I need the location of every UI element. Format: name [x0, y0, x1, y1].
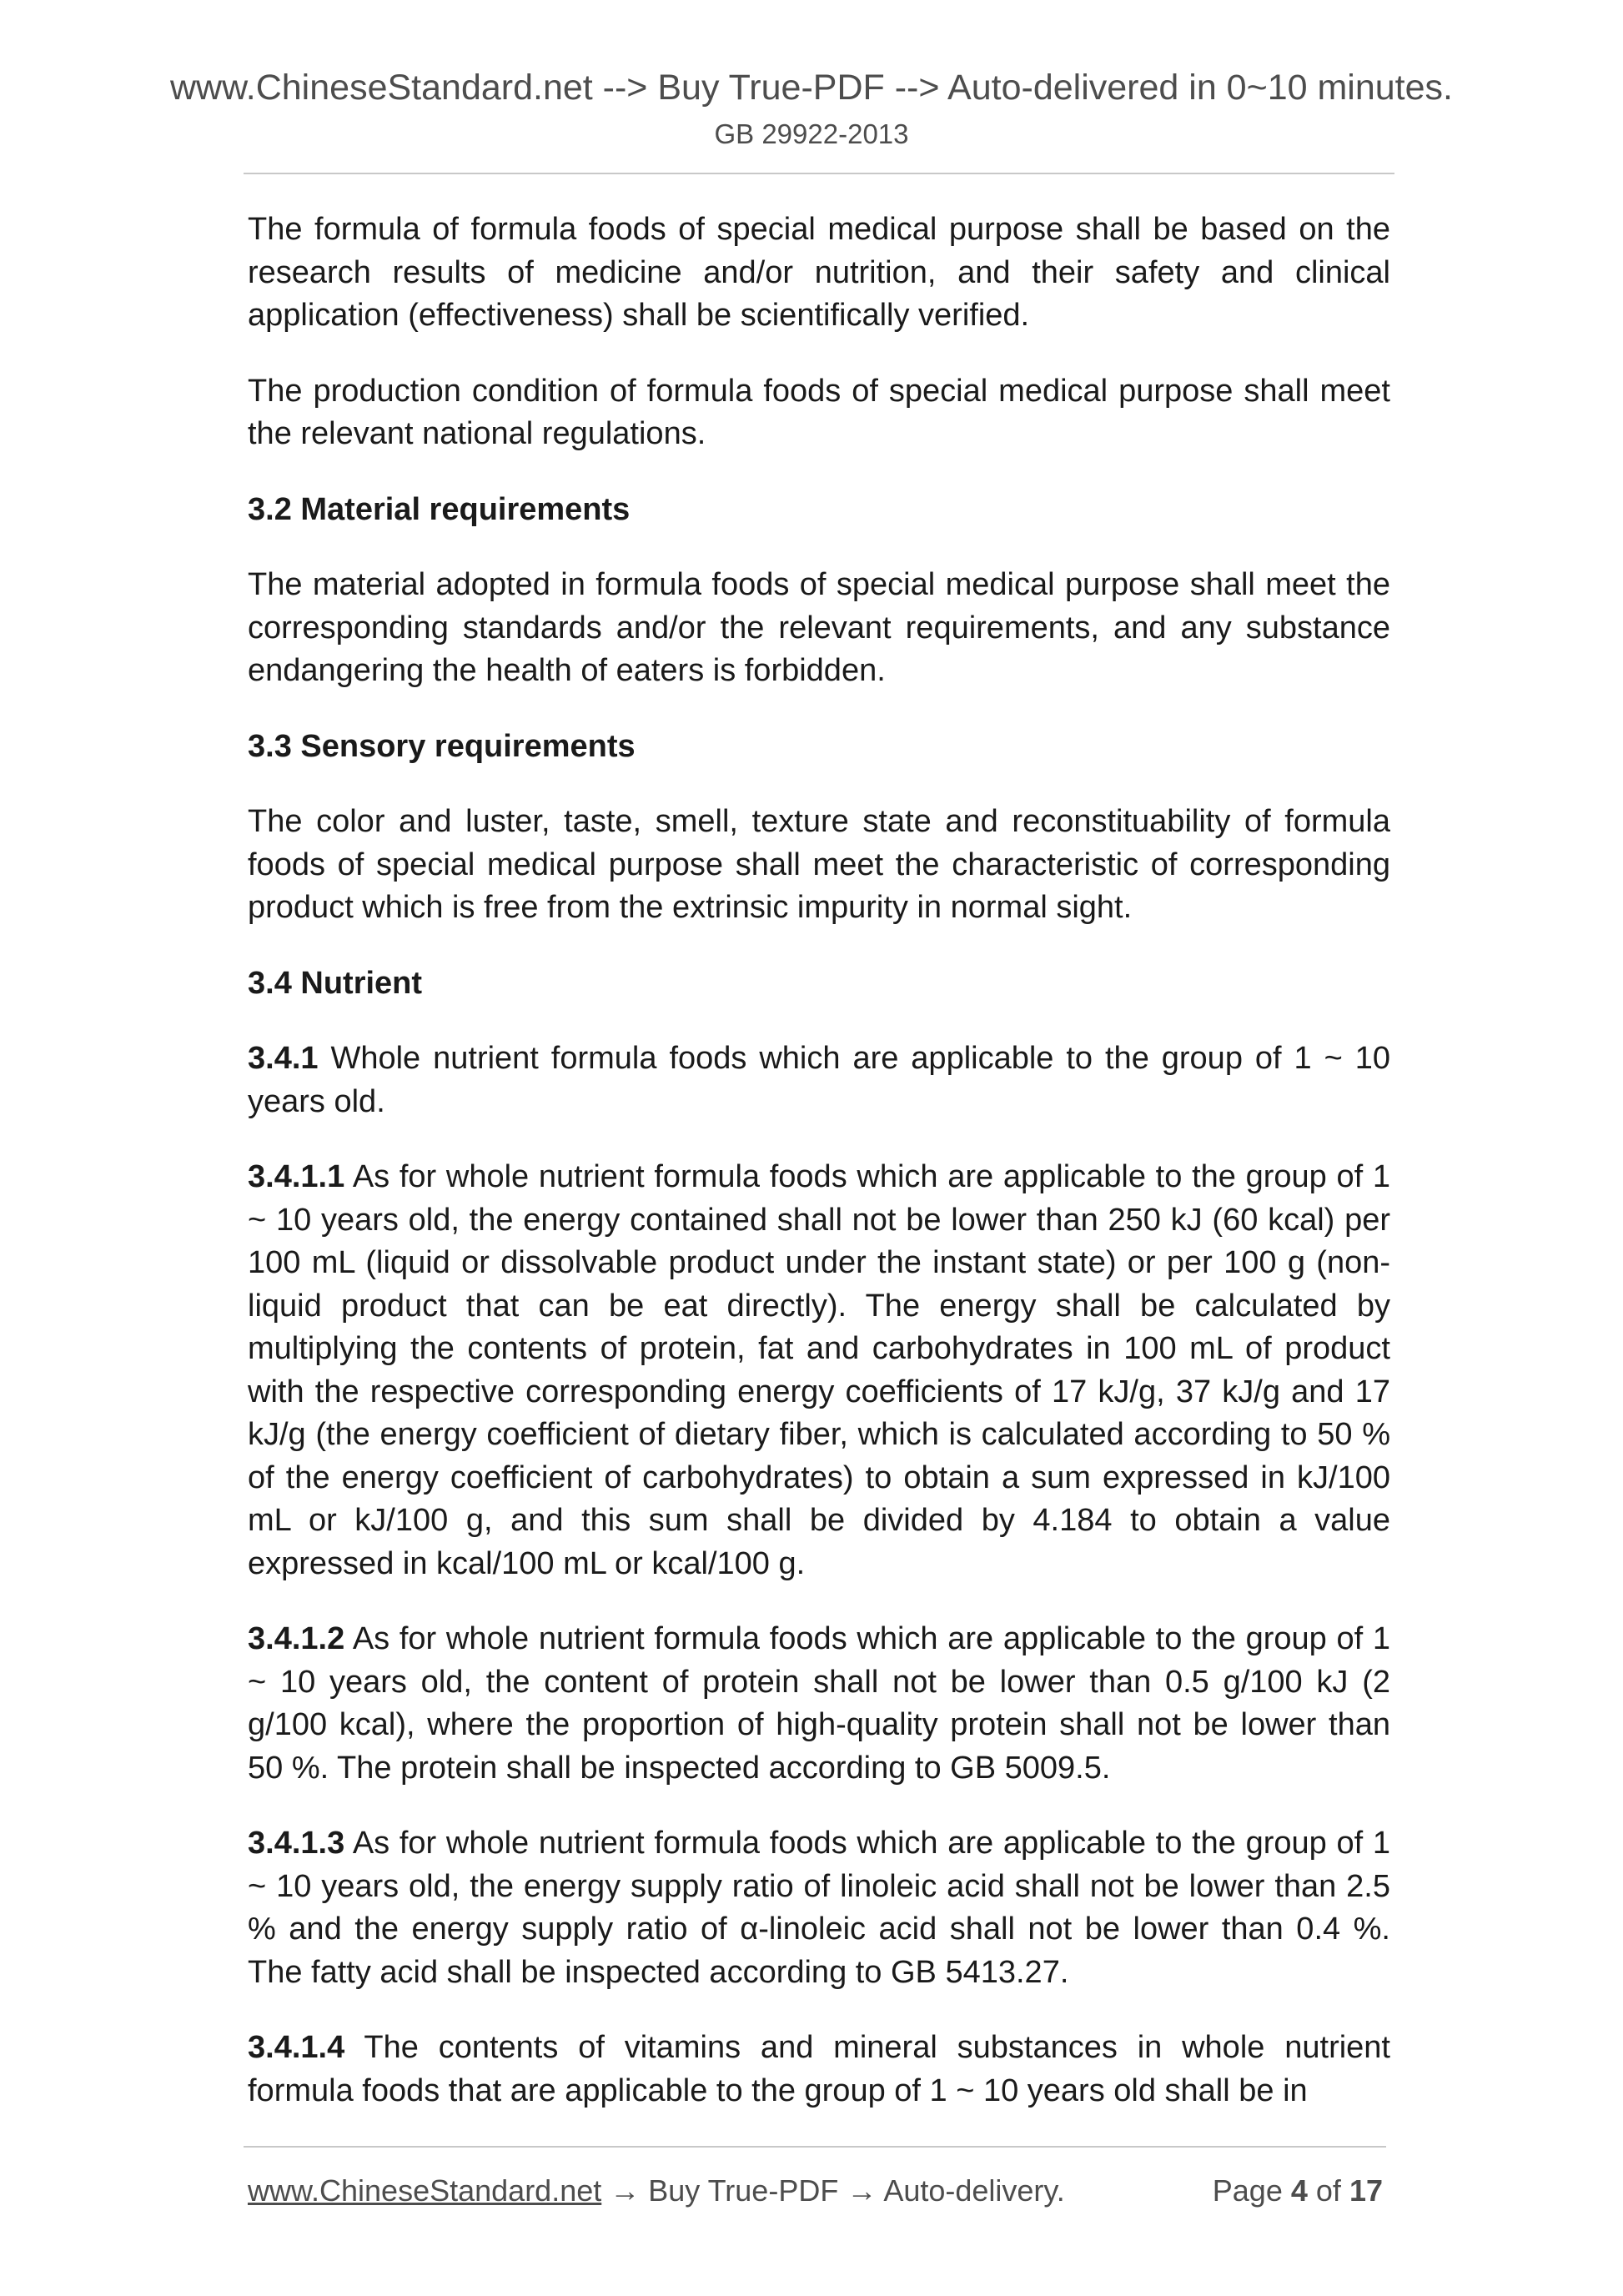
clause-text: As for whole nutrient formula foods which are applicable to the group of 1 ~ 10 years old, the content of protein shall not be lower than 0.5 g/100 kJ (2 g/100 kcal), where the proportion of high-quality protein shall not be lower than 50 %. The protein shall be inspected according to GB 5009.5. — [248, 1621, 1390, 1786]
clause-3-4-1-4 — [248, 2027, 1390, 2113]
standard-code: GB 29922-2013 — [714, 118, 909, 149]
paragraph-formula-basis: The formula of formula foods of special medical purpose shall be based on the research results of medicine and/or nutrition, and their safety and clinical application (effectiveness) shall be scientifically verified. — [248, 212, 1390, 333]
of-word: of — [1315, 2173, 1341, 2208]
clause-text: As for whole nutrient formula foods which are applicable to the group of 1 ~ 10 years old, the energy contained shall not be lower than 250 kJ (60 kcal) per 100 mL (liquid or dissolvable product under the instant state) or per 100 g (non-liquid product that can be eat directly). The energy shall be calculated by multiplying the contents of protein, fat and carbohydrates in 100 mL of product with the respective corresponding energy coefficients of 17 kJ/g, 37 kJ/g and 17 kJ/g (the energy coefficient of dietary fiber, which is calculated according to 50 % of the energy coefficient of carbohydrates) to obtain a sum expressed in kJ/100 mL or kJ/100 g, and this sum shall be divided by 4.184 to obtain a value expressed in kcal/100 mL or kcal/100 g. — [248, 1159, 1390, 1581]
paragraph-material: The material adopted in formula foods of special medical purpose shall meet the corresponding standards and/or the relevant requirements, and any substance endangering the health of eaters is forbidden. — [248, 567, 1390, 688]
paragraph-production-condition: The production condition of formula foods of special medical purpose shall meet the relevant national regulations. — [248, 373, 1390, 451]
header-banner: www.ChineseStandard.net --> Buy True-PDF --> Auto-delivered in 0~10 minutes. — [169, 68, 1453, 108]
clause-number: 3.4.1.3 — [248, 1826, 345, 1861]
clause-text: As for whole nutrient formula foods which are applicable to the group of 1 ~ 10 years old, the energy supply ratio of linoleic acid shall not be lower than 2.5 % and the energy supply ratio of α-linoleic acid shall not be lower than 0.4 %. The fatty acid shall be inspected according to GB 5413.27. — [248, 1826, 1390, 1990]
clause-number: 3.4.1.1 — [248, 1159, 345, 1194]
heading-sensory-requirements: 3.3 Sensory requirements — [248, 728, 636, 764]
clause-3-4-1 — [248, 1037, 1390, 1123]
total-page-count: 17 — [1349, 2173, 1383, 2208]
page-footer — [248, 2170, 1390, 2212]
clause-3-4-1-1 — [248, 1156, 1390, 1585]
document-body — [248, 208, 1390, 2113]
heading-nutrient: 3.4 Nutrient — [248, 965, 423, 1001]
clause-text: The contents of vitamins and mineral substances in whole nutrient formula foods that are applicable to the group of 1 ~ 10 years old shall be in — [248, 2030, 1390, 2108]
footer-left — [248, 2170, 1065, 2212]
clause-number: 3.4.1.2 — [248, 1621, 345, 1656]
clause-text: Whole nutrient formula foods which are applicable to the group of 1 ~ 10 years old. — [248, 1041, 1390, 1119]
footer-tagline: → Buy True-PDF → Auto-delivery. — [601, 2173, 1065, 2208]
clause-3-4-1-3 — [248, 1822, 1390, 1994]
paragraph-sensory: The color and luster, taste, smell, texture state and reconstituability of formula foods of special medical purpose shall meet the characteristic of corresponding product which is free from the extrinsic impurity in normal sight. — [248, 804, 1390, 925]
page-word: Page — [1212, 2173, 1283, 2208]
page-header — [0, 63, 1623, 153]
heading-material-requirements: 3.2 Material requirements — [248, 491, 631, 527]
clause-3-4-1-2 — [248, 1618, 1390, 1790]
footer-site-link[interactable]: www.ChineseStandard.net — [248, 2173, 602, 2208]
current-page-number: 4 — [1290, 2173, 1308, 2208]
page-indicator — [1213, 2170, 1383, 2212]
footer-divider — [244, 2146, 1386, 2148]
clause-number: 3.4.1 — [248, 1041, 319, 1076]
clause-number: 3.4.1.4 — [248, 2030, 345, 2065]
header-divider — [244, 173, 1394, 174]
